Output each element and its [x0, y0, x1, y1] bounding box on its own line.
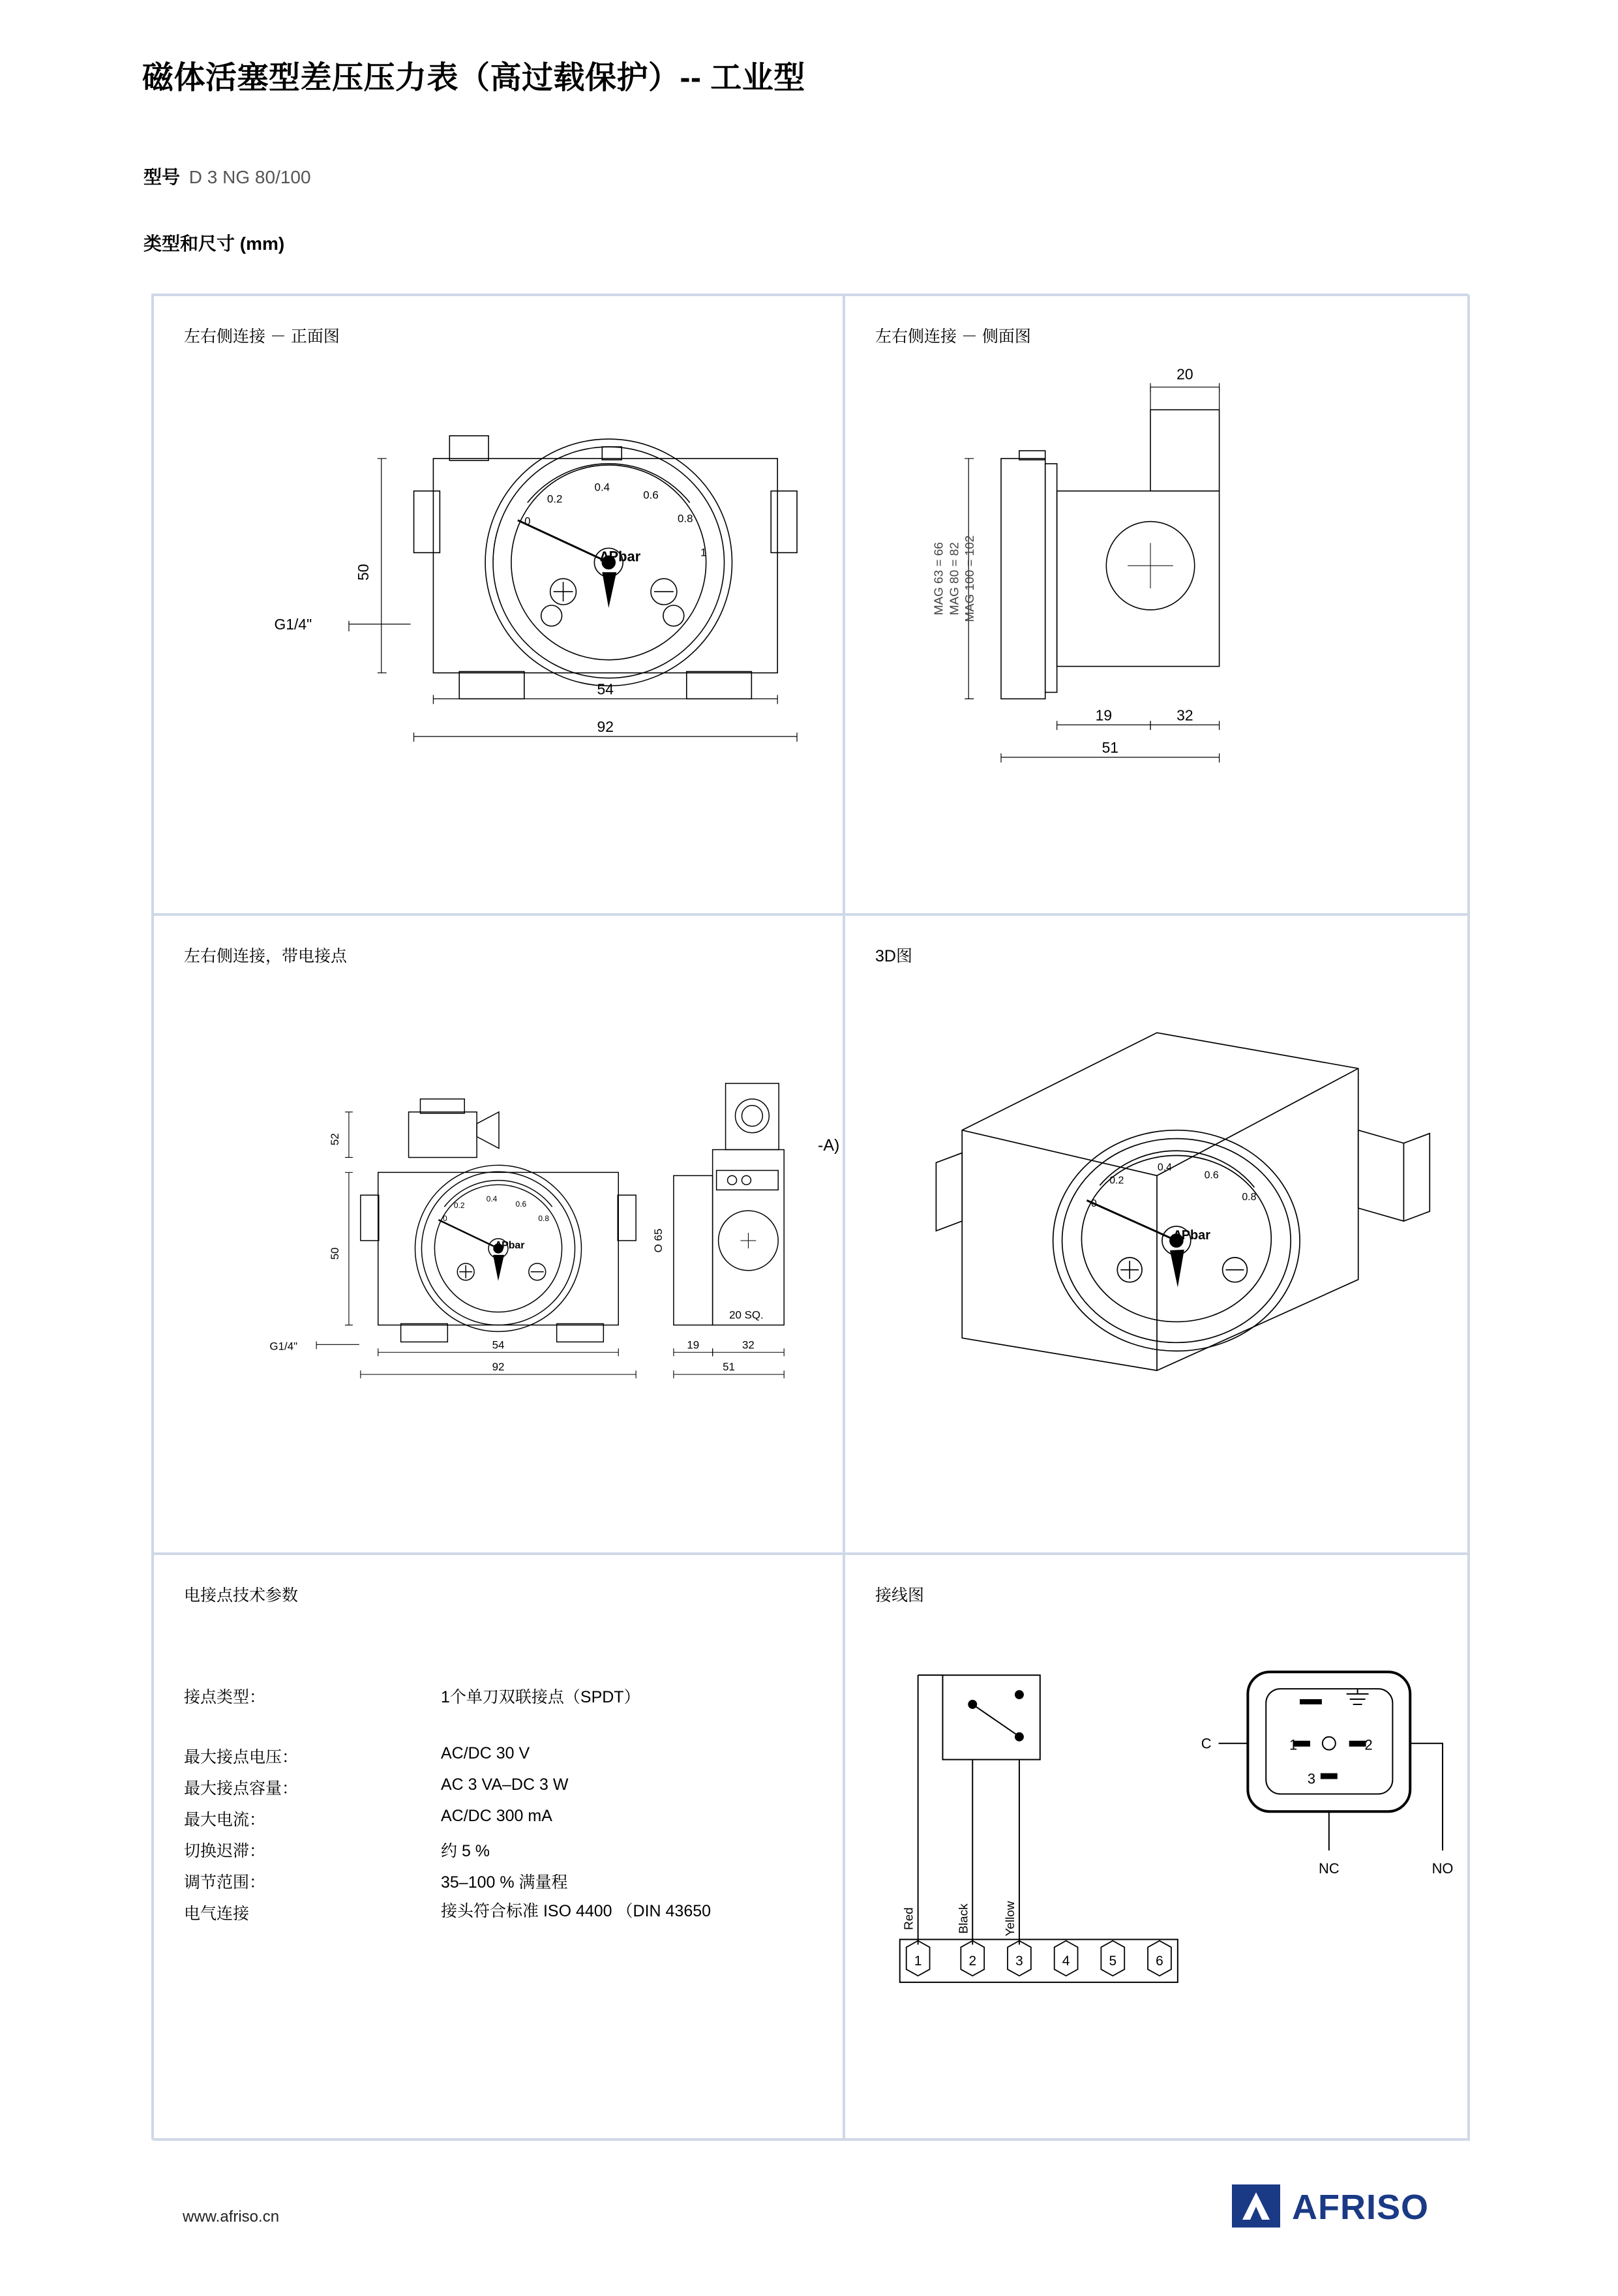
- output-no-label: NO: [1431, 1860, 1454, 1877]
- svg-text:1: 1: [700, 546, 707, 559]
- terminal-5: 5: [1109, 1954, 1117, 1969]
- svg-text:0: 0: [1090, 1198, 1097, 1210]
- page-title: 磁体活塞型差压压力表（高过载保护）-- 工业型: [142, 61, 805, 95]
- svg-text:0.8: 0.8: [1242, 1192, 1257, 1203]
- front-view-drawing: [154, 296, 843, 913]
- dim-height: 50: [354, 564, 372, 581]
- panel-3d-view: [844, 914, 1470, 1554]
- wire-label-black: Black: [957, 1903, 971, 1934]
- specs-title: 电接点技术参数: [184, 1586, 299, 1605]
- dim-mag-100: MAG 100 = 102: [963, 535, 978, 622]
- terminal-6: 6: [1156, 1954, 1163, 1969]
- panel-side-view: [844, 295, 1470, 914]
- view-3d-drawing: [845, 916, 1469, 1552]
- svg-text:0: 0: [443, 1214, 447, 1224]
- connector-left-label: C: [1201, 1735, 1212, 1752]
- dial-unit-label: ∆Pbar: [600, 548, 641, 565]
- spec-value-range: 35–100 % 满量程: [441, 1873, 568, 1892]
- dim-square: 20 SQ.: [729, 1308, 764, 1322]
- model-line: [143, 163, 311, 189]
- svg-text:0.8: 0.8: [678, 512, 693, 525]
- spec-label-contact-type: 接点类型：: [184, 1688, 266, 1706]
- svg-text:0.6: 0.6: [1204, 1170, 1219, 1181]
- spec-value-electrical: 接头符合标准 ISO 4400 （DIN 43650: [441, 1902, 712, 1920]
- svg-text:0: 0: [524, 515, 531, 528]
- contact-dial-unit: ∆Pbar: [495, 1239, 525, 1251]
- svg-text:0.2: 0.2: [1109, 1175, 1124, 1186]
- svg-text:0.4: 0.4: [486, 1194, 498, 1204]
- svg-text:0.4: 0.4: [1157, 1162, 1173, 1173]
- panel-contact-view-title: 左右侧连接，带电接点: [184, 947, 348, 965]
- terminal-1: 1: [914, 1954, 922, 1969]
- svg-text:0.4: 0.4: [594, 481, 610, 494]
- drawing-grid: [151, 294, 1469, 2139]
- terminal-2: 2: [968, 1954, 977, 1969]
- footer-url[interactable]: www.afriso.cn: [183, 2208, 280, 2226]
- dim-d2: 32: [742, 1338, 755, 1352]
- spec-label-hysteresis: 切换迟滞：: [184, 1842, 266, 1860]
- panel-contact-view: [153, 914, 844, 1554]
- svg-text:0.8: 0.8: [538, 1214, 550, 1224]
- spec-label-max-voltage: 最大接点电压：: [184, 1748, 299, 1766]
- dim-w2: 92: [492, 1361, 505, 1374]
- spec-value-max-current: AC/DC 300 mA: [441, 1807, 552, 1825]
- panel-side-view-title: 左右侧连接 － 侧面图: [875, 327, 1031, 346]
- terminal-3: 3: [1015, 1954, 1023, 1969]
- spec-value-contact-type: 1个单刀双联接点（SPDT）: [441, 1688, 640, 1706]
- svg-text:0.2: 0.2: [547, 492, 563, 506]
- svg-text:0.6: 0.6: [515, 1200, 527, 1209]
- side-view-drawing: [845, 296, 1469, 913]
- dim-diameter: O 65: [652, 1228, 665, 1253]
- afriso-logo: [1232, 2182, 1467, 2234]
- dim-h1: 52: [329, 1133, 342, 1146]
- dim-thread-2: G1/4": [269, 1340, 298, 1353]
- wire-label-red: Red: [902, 1907, 916, 1930]
- panel-3d-view-title: 3D图: [875, 947, 912, 965]
- dim-bottom-b: 32: [1176, 706, 1193, 724]
- spec-ref-tag: -A): [818, 1136, 840, 1155]
- afriso-logo-text: AFRISO: [1292, 2188, 1430, 2227]
- connector-pin-2: 2: [1364, 1736, 1373, 1753]
- spec-value-max-voltage: AC/DC 30 V: [441, 1744, 530, 1762]
- dim-bottom-total: 51: [1101, 739, 1119, 757]
- panel-wiring-title: 接线图: [875, 1586, 925, 1605]
- spec-value-max-capacity: AC 3 VA–DC 3 W: [441, 1775, 569, 1794]
- connector-pin-3: 3: [1307, 1770, 1316, 1787]
- wiring-diagram: [845, 1555, 1469, 2139]
- connector-pin-1: 1: [1289, 1736, 1298, 1753]
- dim-width-outer: 92: [597, 718, 614, 736]
- svg-text:0.2: 0.2: [453, 1201, 465, 1211]
- dim-top: 20: [1176, 365, 1193, 383]
- view3d-dial-unit: ∆Pbar: [1173, 1228, 1210, 1243]
- spec-label-max-capacity: 最大接点容量：: [184, 1779, 299, 1798]
- dim-h2: 50: [329, 1247, 342, 1260]
- dim-width-inner: 54: [597, 680, 614, 698]
- panel-wiring: [844, 1554, 1470, 2141]
- dim-w1: 54: [492, 1338, 505, 1352]
- dim-d1: 19: [687, 1338, 700, 1352]
- panel-specs: [153, 1554, 844, 2141]
- dim-mag-80: MAG 80 = 82: [948, 542, 962, 616]
- dim-mag-63: MAG 63 = 66: [932, 542, 946, 616]
- dim-thread: G1/4": [274, 615, 312, 633]
- contact-view-drawing: [154, 916, 843, 1552]
- spec-label-electrical: 电气连接: [184, 1905, 250, 1923]
- model-label: 型号: [143, 167, 181, 187]
- model-value: D 3 NG 80/100: [188, 167, 311, 187]
- dim-bottom-a: 19: [1095, 706, 1113, 724]
- section-heading: 类型和尺寸 (mm): [143, 234, 285, 254]
- terminal-4: 4: [1062, 1954, 1070, 1969]
- wire-label-yellow: Yellow: [1003, 1901, 1017, 1937]
- svg-text:0.6: 0.6: [643, 489, 659, 502]
- panel-front-view: [153, 295, 844, 914]
- spec-value-hysteresis: 约 5 %: [441, 1842, 490, 1860]
- output-nc-label: NC: [1319, 1860, 1340, 1877]
- spec-label-range: 调节范围：: [184, 1873, 266, 1892]
- spec-label-max-current: 最大电流：: [184, 1811, 266, 1829]
- panel-front-view-title: 左右侧连接 － 正面图: [184, 327, 340, 346]
- dim-d-total: 51: [723, 1361, 735, 1374]
